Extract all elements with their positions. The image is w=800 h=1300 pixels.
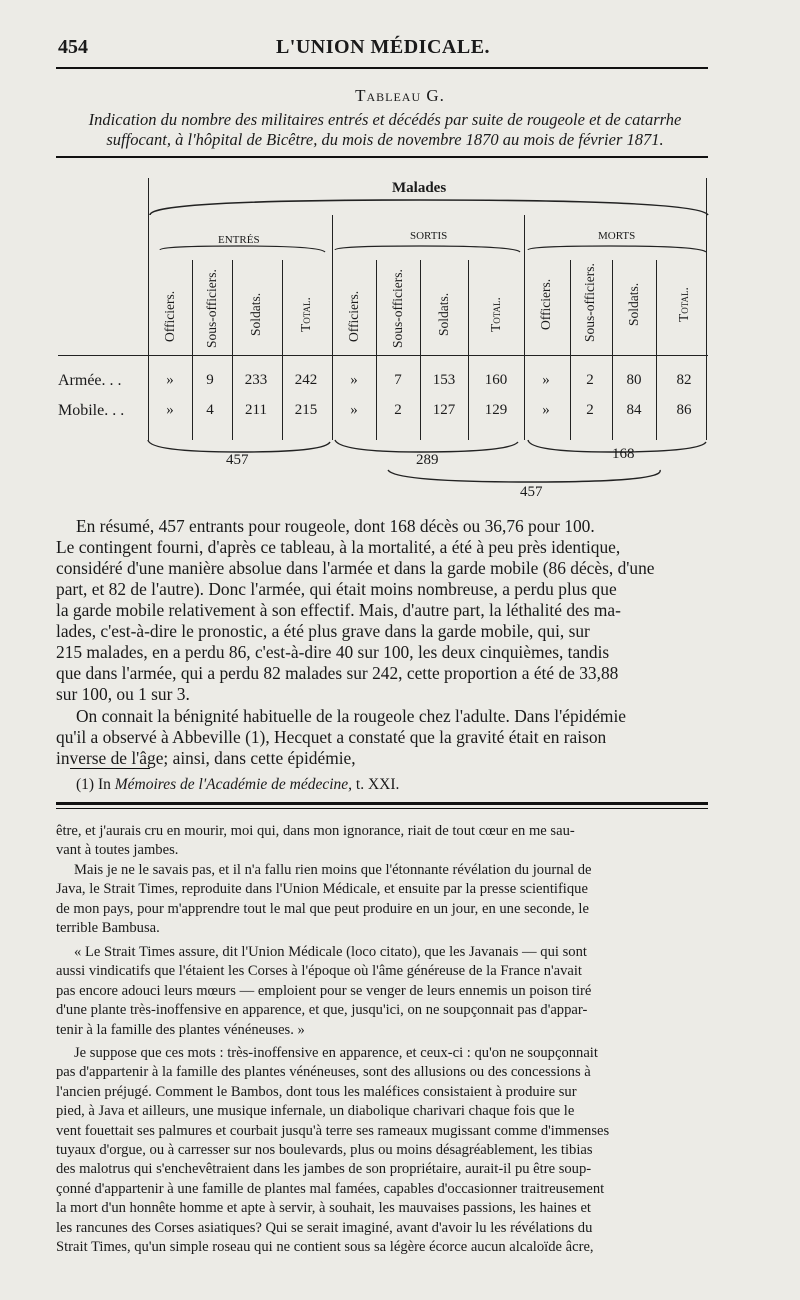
journal-title: L'UNION MÉDICALE. [275, 36, 491, 58]
grand-total: 457 [520, 484, 543, 500]
row-label-armee: Armée. . . [58, 372, 122, 389]
feuilleton-p1 [56, 822, 712, 861]
col-soldats: Soldats. [436, 292, 451, 336]
text-line: aussi vindicatifs que l'étaient les Corses à l'époque où l'âme généreuse de la France n'avait [56, 963, 582, 980]
text-line: de mon pays, pour m'apprendre tout le mal que peut produire en un jour, en une seconde, le [56, 900, 589, 917]
group-entres: ENTRÉS [218, 234, 260, 246]
table-cell: 84 [626, 402, 642, 418]
text-line: considéré d'une manière absolue dans l'armée et dans la garde mobile (86 décès, d'une [56, 558, 655, 578]
text-line: 215 malades, en a perdu 86, c'est-à-dire 40 sur 100, les deux cinquièmes, tandis [56, 642, 610, 662]
paragraph-benignite [56, 706, 712, 769]
total-sortis: 289 [416, 452, 439, 468]
table-cell: 242 [294, 372, 318, 388]
total-entres: 457 [226, 452, 249, 468]
table-vline [656, 260, 657, 440]
text-line: lades, c'est-à-dire le pronostic, a été plus grave dans la garde mobile, qui, sur [56, 621, 590, 641]
table-vline [706, 178, 707, 440]
table-cell: » [542, 372, 550, 388]
table-vline [282, 260, 283, 440]
table-cell: 86 [676, 402, 692, 418]
text-line: vant à toutes jambes. [56, 842, 179, 859]
text-line: part, et 82 de l'autre). Donc l'armée, qui était moins nombreuse, a perdu plus que [56, 579, 617, 599]
table-cell: 2 [394, 402, 402, 418]
page-number: 454 [58, 36, 88, 58]
feuilleton-p4 [56, 1044, 712, 1257]
table-vline [420, 260, 421, 440]
table-cell: 233 [244, 372, 268, 388]
text-line: Je suppose que ces mots : très-inoffensive en apparence, et ceux-ci : qu'on ne soupçonnait [74, 1045, 598, 1061]
row-label-mobile: Mobile. . . [58, 402, 125, 419]
table-vline [468, 260, 469, 440]
table-cell: » [166, 372, 174, 388]
total-morts: 168 [612, 446, 635, 462]
table-cell: » [542, 402, 550, 418]
table-cell: 7 [394, 372, 402, 388]
table-vline [612, 260, 613, 440]
feuilleton-p2 [56, 861, 712, 939]
footnote [76, 776, 399, 794]
table-cell: » [350, 372, 358, 388]
text-line: inverse de l'âge; ainsi, dans cette épidémie, [56, 748, 356, 768]
table-cell: 129 [484, 402, 508, 418]
feuilleton-p3 [56, 943, 712, 1040]
text-line: çonné d'appartenir à une famille de plantes mal famées, capables d'occasionner traitreusement [56, 1180, 605, 1197]
table-label: Tableau G. [355, 86, 445, 105]
table-cell: 127 [432, 402, 456, 418]
text-line: pas d'appartenir à la famille des plantes vénéneuses, sont des allusions ou des concessions à [56, 1064, 591, 1081]
table-cell: 80 [626, 372, 642, 388]
text-line: tuyaux d'orgue, ou à carresser sur nos boulevards, plus ou moins désagréablement, les tibias [56, 1142, 593, 1159]
footnote-rule [70, 768, 150, 769]
text-line: Le contingent fourni, d'après ce tableau, à la mortalité, a été à peu près identique, [56, 537, 621, 557]
col-sous-officiers: Sous-officiers. [204, 269, 219, 348]
text-line: pas encore adouci leurs mœurs — emploient pour se venger de leurs ennemis un poison tiré [56, 982, 592, 999]
col-total: Total. [488, 297, 503, 332]
text-line: On connait la bénignité habituelle de la rougeole chez l'adulte. Dans l'épidémie [76, 706, 627, 726]
text-line: les rancunes des Corses asiatiques? Qui se serait imaginé, avant d'avoir lu les révélations du [56, 1219, 593, 1236]
text-line: vent fouettait ses palmures et courbait jusqu'à terre ses rameaux mugissant comme d'immenses [56, 1122, 610, 1139]
table-cell: 4 [206, 402, 214, 418]
text-line: qu'il a observé à Abbeville (1), Hecquet a constaté que la gravité était en raison [56, 727, 607, 747]
footnote-prefix: (1) In [76, 776, 115, 793]
table-cell: » [350, 402, 358, 418]
text-line: tenir à la famille des plantes vénéneuses. » [56, 1021, 305, 1038]
paragraph-resume [56, 516, 712, 705]
table-cell: » [166, 402, 174, 418]
col-officiers: Officiers. [346, 290, 361, 342]
table-cell: 9 [206, 372, 214, 388]
footnote-suffix: t. XXI. [352, 776, 400, 793]
col-soldats: Soldats. [248, 292, 263, 336]
text-line: d'une plante très-inoffensive en apparence, et que, jusqu'ici, on ne soupçonnait pas d'appar- [56, 1002, 588, 1019]
table-vline [232, 260, 233, 440]
table-cell: 2 [586, 372, 594, 388]
section-divider [56, 802, 708, 805]
footnote-title: Mémoires de l'Académie de médecine, [114, 776, 353, 793]
text-line: « Le Strait Times assure, dit l'Union Médicale (loco citato), que les Javanais — qui sont [74, 944, 587, 960]
text-line: En résumé, 457 entrants pour rougeole, dont 168 décès ou 36,76 pour 100. [76, 516, 595, 536]
text-line: Java, le Strait Times, reproduite dans l'Union Médicale, et ensuite par la presse scientifique [56, 881, 588, 898]
table-cell: 160 [484, 372, 508, 388]
text-line: que dans l'armée, qui a perdu 82 malades sur 242, cette proportion a été de 33,88 [56, 663, 619, 683]
text-line: la mort d'un honnête homme et apte à servir, à souhait, les mauvaises passions, les haines et [56, 1200, 591, 1217]
table-header-rule [58, 355, 708, 356]
table-cell: 2 [586, 402, 594, 418]
table-caption-line-1: Indication du nombre des militaires entrés et décédés par suite de rougeole et de catarrhe [88, 110, 682, 129]
section-divider-thin [56, 808, 708, 809]
text-line: la garde mobile relativement à son effectif. Mais, d'autre part, la léthalité des ma- [56, 600, 621, 620]
table-vline [524, 215, 525, 440]
text-line: sur 100, ou 1 sur 3. [56, 684, 190, 704]
group-sortis: SORTIS [410, 230, 448, 242]
col-officiers: Officiers. [538, 278, 553, 330]
table-vline [332, 215, 333, 440]
text-line: pied, à Java et ailleurs, une musique infernale, un diabolique charivari chaque fois que le [56, 1103, 575, 1120]
text-line: des malotrus qui s'enchevêtraient dans les jambes de son propriétaire, aurait-il pu être soup- [56, 1161, 592, 1178]
table-vline [376, 260, 377, 440]
group-morts: MORTS [598, 230, 636, 242]
table-cell: 153 [432, 372, 456, 388]
text-line: Strait Times, qu'un simple roseau qui ne contient sous sa légère écorce aucun alcaloïde âcre, [56, 1239, 594, 1256]
table-cell: 215 [294, 402, 318, 418]
col-sous-officiers: Sous-officiers. [390, 269, 405, 348]
text-line: l'ancien préjugé. Comment le Bambos, dont tous les maléfices consistaient à produire sur [56, 1083, 577, 1100]
table-vline [148, 178, 149, 440]
table-caption-line-2: suffocant, à l'hôpital de Bicêtre, du mois de novembre 1870 au mois de février 1871. [106, 130, 664, 149]
col-total: Total. [676, 287, 691, 322]
text-line: terrible Bambusa. [56, 920, 160, 937]
col-total: Total. [298, 297, 313, 332]
text-line: Mais je ne le savais pas, et il n'a fallu rien moins que l'étonnante révélation du journal de [74, 862, 592, 878]
text-line: être, et j'aurais cru en mourir, moi qui, dans mon ignorance, riait de tout cœur en me sau- [56, 823, 575, 839]
group-title: Malades [392, 180, 447, 196]
col-sous-officiers: Sous-officiers. [582, 263, 597, 342]
table-cell: 211 [245, 402, 267, 418]
table-cell: 82 [676, 372, 692, 388]
col-officiers: Officiers. [162, 290, 177, 342]
col-soldats: Soldats. [626, 282, 641, 326]
